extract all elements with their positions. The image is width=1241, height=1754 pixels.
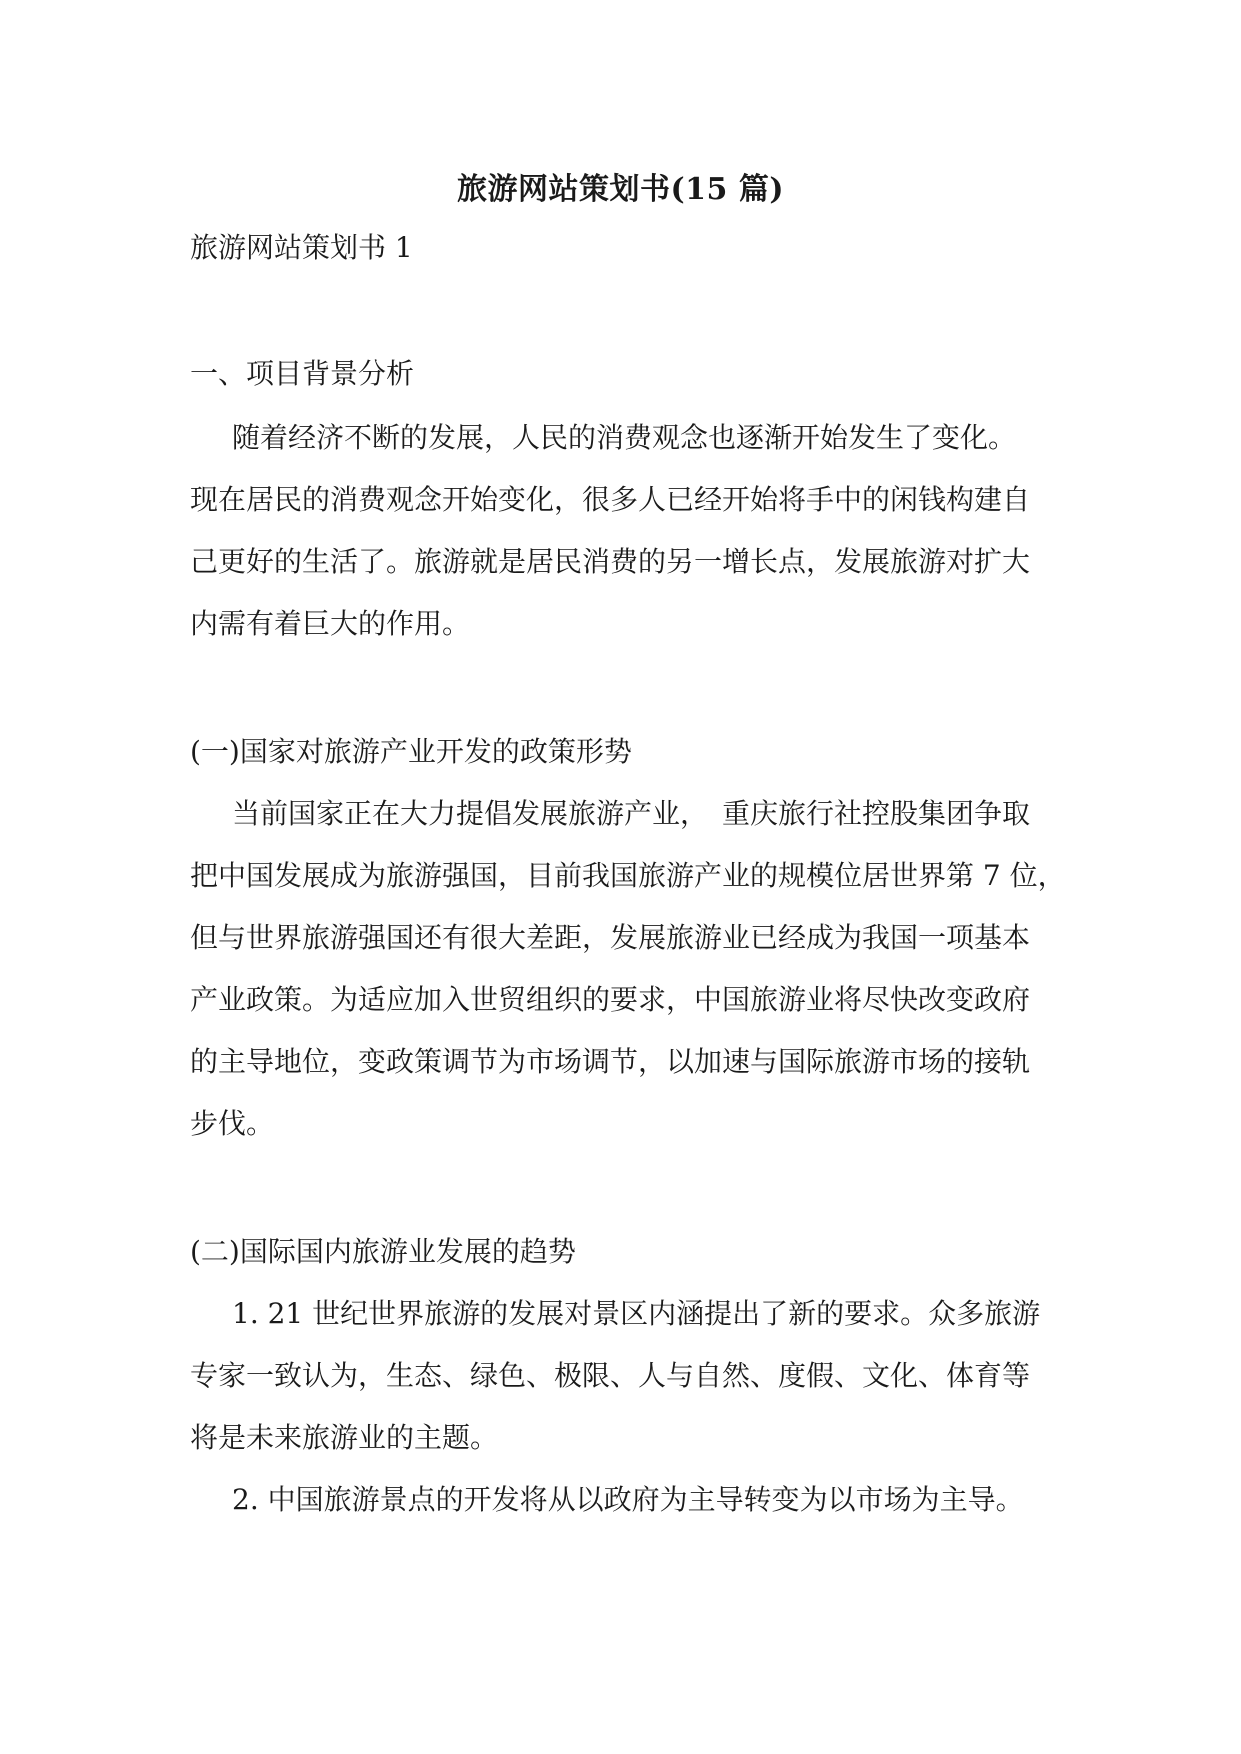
paragraph-line: 但与世界旅游强国还有很大差距，发展旅游业已经成为我国一项基本 [190,921,1031,954]
paragraph-line: 产业政策。为适应加入世贸组织的要求，中国旅游业将尽快改变政府 [190,983,1031,1016]
paragraph-line: 步伐。 [190,1107,275,1140]
paragraph-line: 随着经济不断的发展，人民的消费观念也逐渐开始发生了变化。 [232,421,1017,454]
paragraph-line: 1. 21 世纪世界旅游的发展对景区内涵提出了新的要求。众多旅游 [232,1297,1041,1330]
paragraph-line: 内需有着巨大的作用。 [190,607,471,640]
paragraph-line: 的主导地位，变政策调节为市场调节，以加速与国际旅游市场的接轨 [190,1045,1031,1078]
paragraph-line: 把中国发展成为旅游强国，目前我国旅游产业的规模位居世界第 7 位， [190,859,1066,892]
paragraph-line: 当前国家正在大力提倡发展旅游产业， 重庆旅行社控股集团争取 [232,797,1031,830]
paragraph-line: 专家一致认为，生态、绿色、极限、人与自然、度假、文化、体育等 [190,1359,1031,1392]
subsection-heading: (一)国家对旅游产业开发的政策形势 [190,735,632,768]
paragraph-line: 将是未来旅游业的主题。 [190,1421,499,1454]
subsection-heading: (二)国际国内旅游业发展的趋势 [190,1235,576,1268]
document-subtitle: 旅游网站策划书 1 [190,231,413,264]
paragraph-line: 现在居民的消费观念开始变化，很多人已经开始将手中的闲钱构建自 [190,483,1031,516]
paragraph-line: 2. 中国旅游景点的开发将从以政府为主导转变为以市场为主导。 [232,1483,1024,1516]
paragraph-line: 己更好的生活了。旅游就是居民消费的另一增长点，发展旅游对扩大 [190,545,1031,578]
section-heading: 一、项目背景分析 [190,357,415,390]
document-title: 旅游网站策划书(15 篇) [456,172,785,207]
